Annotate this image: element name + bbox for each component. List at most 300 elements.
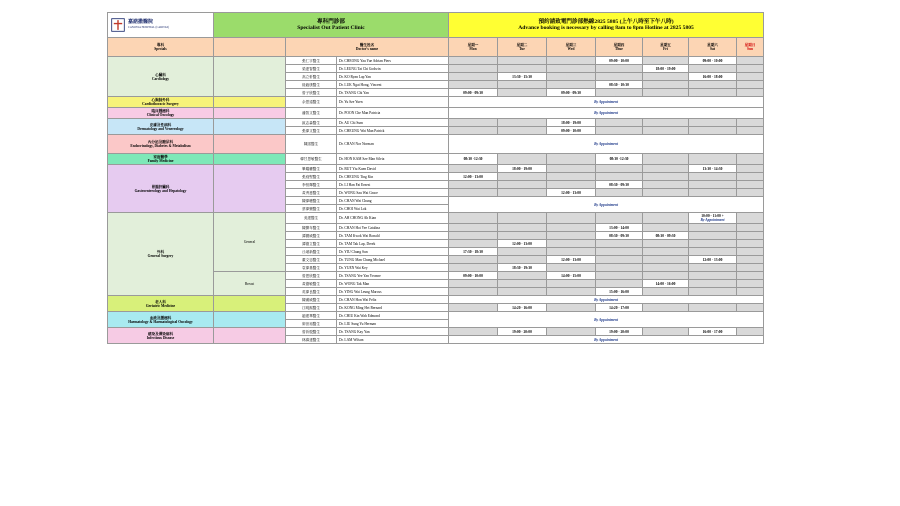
doctor-name-cn: 譚國威醫生 <box>286 232 337 240</box>
time-slot-sun <box>737 173 764 181</box>
doctor-name-cn: 吳建醫生 <box>286 213 337 224</box>
booking-line-en: Advance booking is necessary by calling 8am to 8pm Hotline at 2825 5805 <box>518 25 694 31</box>
subspecialty-cell <box>214 135 286 154</box>
time-slot-wed <box>547 328 596 336</box>
hospital-name-cn: 嘉諾撒醫院 <box>128 19 154 26</box>
specialty-name-en: Haematology & Haematological Oncology <box>128 319 193 324</box>
time-slot-sat <box>689 248 737 256</box>
doctor-name-en: Dr. WONG Sau Wai Grace <box>337 189 449 197</box>
doctor-name-cn: 林緯達醫生 <box>286 336 337 344</box>
time-slot-text: 14:20 - 17:00 <box>609 305 629 310</box>
time-slot-sun <box>737 127 764 135</box>
time-slot-thur <box>596 264 643 272</box>
time-slot-fri <box>643 65 689 73</box>
time-slot-mon <box>449 248 498 256</box>
time-slot-fri <box>643 248 689 256</box>
time-slot-text: 09:00 - 10:00 <box>463 273 483 278</box>
doctor-name-en: Dr. CHEUNG Wai Man Patrick <box>337 127 449 135</box>
doctor-name-en: Dr. LUK Ngai Hong, Vincent <box>337 81 449 89</box>
time-slot-sun <box>737 213 764 224</box>
time-slot-sat <box>689 328 737 336</box>
time-slot-text: 17:30 - 18:30 <box>463 249 483 254</box>
time-slot-wed <box>547 272 596 280</box>
time-slot-sun <box>737 65 764 73</box>
time-slot-sat <box>689 288 737 296</box>
doctor-name-en: Dr. KONG Ming Hei Bernard <box>337 304 449 312</box>
time-slot-fri <box>643 213 689 224</box>
doctor-name-cn: 陳開年醫生 <box>286 224 337 232</box>
time-slot-tue <box>498 224 547 232</box>
day-header-tue <box>498 38 547 57</box>
time-slot-wed <box>547 165 596 173</box>
time-slot-tue <box>498 232 547 240</box>
doctor-name-en: Dr. YUEN Wai Key <box>337 264 449 272</box>
doctor-name-en: Dr. LI Han Fai Ernest <box>337 181 449 189</box>
time-slot-thur <box>596 73 643 81</box>
day-header-sat <box>689 38 737 57</box>
booking-banner <box>449 13 764 38</box>
doctor-name-en: Dr. CHAN Nor Norman <box>337 135 449 154</box>
specialty-header-en: Specials <box>154 47 167 51</box>
specialty-cell <box>108 213 214 296</box>
time-slot-text: 12:00 - 13:00 <box>561 257 581 262</box>
specialty-name-cn: 內分泌及糖尿科 <box>147 140 174 144</box>
time-slot-sat <box>689 119 737 127</box>
time-slot-wed <box>547 81 596 89</box>
time-slot-sat <box>689 256 737 264</box>
time-slot-sat <box>689 304 737 312</box>
day-header-wed <box>547 38 596 57</box>
time-slot-mon <box>449 272 498 280</box>
time-slot-mon <box>449 264 498 272</box>
time-slot-fri <box>643 264 689 272</box>
time-slot-thur <box>596 119 643 127</box>
time-slot-fri <box>643 173 689 181</box>
doctor-name-cn: 袁偉基醫生 <box>286 264 337 272</box>
time-slot-sat <box>689 165 737 173</box>
time-slot-sat <box>689 89 737 97</box>
time-slot-mon <box>449 328 498 336</box>
doctor-name-cn: 韓甘思敏醫生 <box>286 154 337 165</box>
specialty-name-en: Cardiology <box>151 76 170 81</box>
time-slot-text: 18:00 - 19:00 <box>655 66 676 71</box>
time-slot-thur <box>596 127 643 135</box>
doctor-name-cn: 曾子欣醫生 <box>286 89 337 97</box>
clinic-title-cell <box>214 13 449 38</box>
time-slot-thur <box>596 288 643 296</box>
time-slot-wed <box>547 189 596 197</box>
time-slot-sat <box>689 264 737 272</box>
day-header-cn: 星期三 <box>565 43 577 47</box>
by-appointment-cell: By Appointment <box>449 135 764 154</box>
time-slot-wed <box>547 173 596 181</box>
doctor-name-cn: 江明熙醫生 <box>286 304 337 312</box>
doctor-name-en: Dr. CHAN Hon Wai Felix <box>337 296 449 304</box>
specialty-name-cn: 心臟科 <box>155 72 166 77</box>
doctor-name-en: Dr. AH CHONG Ah Kian <box>337 213 449 224</box>
hospital-logo-cell <box>108 13 214 38</box>
specialty-name-en: Cardiothoracic Surgery <box>142 102 179 106</box>
time-slot-tue <box>498 264 547 272</box>
day-header-en: Wed <box>567 47 575 51</box>
table-row <box>108 312 764 320</box>
time-slot-thur <box>596 280 643 288</box>
time-slot-mon <box>449 127 498 135</box>
time-slot-text: 15:00 - 16:00 <box>609 289 629 294</box>
time-slot-wed <box>547 181 596 189</box>
specialty-name-cn: 臨床腫瘤科 <box>151 109 170 113</box>
time-slot-text: 12:00 - 13:00 <box>702 257 723 262</box>
time-slot-text: 13:30 - 14:30 <box>702 166 723 171</box>
time-slot-sun <box>737 81 764 89</box>
time-slot-thur <box>596 154 643 165</box>
time-slot-text: 09:00 - 10:00 <box>702 58 723 63</box>
time-slot-text: 18:30 - 19:30 <box>512 265 532 270</box>
time-slot-mon <box>449 189 498 197</box>
time-slot-thur <box>596 89 643 97</box>
doctor-name-en: Dr. Yu Sze Yuen <box>337 97 449 108</box>
time-slot-mon <box>449 81 498 89</box>
time-slot-sat <box>689 73 737 81</box>
time-slot-tue <box>498 328 547 336</box>
doctor-name-en: Dr. CHAN Hoi Yee Catalina <box>337 224 449 232</box>
doctor-name-cn: 黃德敏醫生 <box>286 280 337 288</box>
time-slot-thur <box>596 248 643 256</box>
time-slot-thur <box>596 240 643 248</box>
day-header-cn: 星期一 <box>467 43 479 47</box>
time-slot-wed <box>547 213 596 224</box>
time-slot-thur <box>596 65 643 73</box>
time-slot-text: 16:00 - 18:00 <box>702 74 723 79</box>
specialty-cell <box>108 328 214 344</box>
time-slot-sat <box>689 127 737 135</box>
time-slot-sun <box>737 189 764 197</box>
subspecialty-cell <box>214 57 286 97</box>
doctor-name-cn: 張庭堅醫生 <box>286 173 337 181</box>
doctor-name-cn: 陳諾醫生 <box>286 135 337 154</box>
time-slot-fri <box>643 256 689 264</box>
time-slot-text: 19:00 - 20:00 <box>609 329 629 334</box>
by-appointment-cell: By Appointment <box>449 336 764 344</box>
subspecialty-cell <box>214 108 286 119</box>
time-slot-sat <box>689 272 737 280</box>
specialty-name-cn: 胃腸肝臟科 <box>151 184 170 189</box>
specialty-name-en: Geriatric Medicine <box>145 303 176 308</box>
time-slot-text: 08:30 - 09:30 <box>609 233 629 238</box>
time-slot-mon <box>449 256 498 264</box>
time-slot-text: 09:00 - 10:00 <box>561 128 581 133</box>
day-header-sun <box>737 38 764 57</box>
doctor-name-cn: 余思遠醫生 <box>286 97 337 108</box>
doctor-name-en: Dr. CHEUNG Ting Kin <box>337 173 449 181</box>
doctor-name-en: Dr. POON Che Man Patricia <box>337 108 449 119</box>
time-slot-sat <box>689 224 737 232</box>
time-slot-thur <box>596 232 643 240</box>
time-slot-tue <box>498 154 547 165</box>
time-slot-wed <box>547 89 596 97</box>
specialty-cell <box>108 57 214 97</box>
specialty-name-en: Dermatology and Venereology <box>137 126 184 131</box>
time-slot-tue <box>498 213 547 224</box>
time-slot-text: 12:00 - 13:00 <box>561 190 581 195</box>
time-slot-mon <box>449 224 498 232</box>
time-slot-thur <box>596 256 643 264</box>
time-slot-text: 08:30 - 09:30 <box>655 233 676 238</box>
specialty-name-en: Endocrinology, Diabetes & Metabolism <box>130 144 191 148</box>
time-slot-sun <box>737 248 764 256</box>
time-slot-sun <box>737 240 764 248</box>
day-header-cn: 星期五 <box>660 43 671 47</box>
time-slot-text: 18:00 - 19:00 <box>561 120 581 125</box>
time-slot-text: 08:30 - 10:30 <box>609 82 629 87</box>
doctor-name-cn: 黃秀惠醫生 <box>286 189 337 197</box>
time-slot-sun <box>737 272 764 280</box>
time-slot-mon <box>449 165 498 173</box>
time-slot-sun <box>737 165 764 173</box>
time-slot-mon <box>449 304 498 312</box>
specialty-name-en: Clinical Oncology <box>146 113 175 117</box>
doctor-name-en: Dr. CHEONG Yau Yue Adrian Piers <box>337 57 449 65</box>
doctor-name-en: Dr. TSANG Chi Yan <box>337 89 449 97</box>
subspecialty-cell <box>214 296 286 312</box>
time-slot-text: 14:00 - 16:00 <box>655 281 676 286</box>
time-slot-thur <box>596 224 643 232</box>
sat-appointment-note: By Appointment <box>700 218 725 222</box>
time-slot-thur <box>596 272 643 280</box>
time-slot-sat <box>689 213 737 224</box>
by-appointment-cell: By Appointment <box>449 296 764 304</box>
subspecialty-cell <box>214 119 286 135</box>
time-slot-wed <box>547 57 596 65</box>
time-slot-fri <box>643 119 689 127</box>
time-slot-mon <box>449 73 498 81</box>
specialty-cell <box>108 312 214 328</box>
doctor-name-cn: 張偉文醫生 <box>286 127 337 135</box>
time-slot-text: 13:30 - 15:30 <box>512 74 532 79</box>
doctor-name-en: Dr. TAM Kwok Wai Ronald <box>337 232 449 240</box>
time-slot-sat <box>689 240 737 248</box>
time-slot-sun <box>737 232 764 240</box>
time-slot-wed <box>547 232 596 240</box>
time-slot-mon <box>449 280 498 288</box>
time-slot-text: 08:30 -12:30 <box>463 157 483 161</box>
time-slot-fri <box>643 81 689 89</box>
doctor-name-en: Dr. LAM Wilson <box>337 336 449 344</box>
time-slot-sun <box>737 57 764 65</box>
time-slot-sun <box>737 256 764 264</box>
time-slot-tue <box>498 256 547 264</box>
time-slot-text: 08:30 -12:30 <box>609 157 629 161</box>
time-slot-tue <box>498 165 547 173</box>
time-slot-thur <box>596 213 643 224</box>
time-slot-tue <box>498 127 547 135</box>
doctor-name-en: Dr. WONG Tak Man <box>337 280 449 288</box>
doctor-name-cn: 陳偉聰醫生 <box>286 197 337 205</box>
clinic-title-en: Specialist Out Patient Clinic <box>297 25 365 31</box>
specialty-cell <box>108 135 214 154</box>
table-row <box>108 97 764 108</box>
time-slot-text: 09:00 - 09:30 <box>463 90 483 95</box>
time-slot-sun <box>737 73 764 81</box>
doctor-name-cn: 英偉良醫生 <box>286 288 337 296</box>
time-slot-sun <box>737 328 764 336</box>
time-slot-sat <box>689 181 737 189</box>
subspecialty-cell <box>214 97 286 108</box>
time-slot-tue <box>498 304 547 312</box>
time-slot-mon <box>449 119 498 127</box>
subspecialty-general: General <box>214 213 286 272</box>
day-header-en: Thur <box>615 47 623 51</box>
time-slot-mon <box>449 240 498 248</box>
day-header-thur <box>596 38 643 57</box>
time-slot-text: 08:30 - 09:30 <box>609 182 629 187</box>
subspecialty-cell <box>214 165 286 213</box>
specialty-cell <box>108 154 214 165</box>
day-header-mon <box>449 38 498 57</box>
time-slot-thur <box>596 57 643 65</box>
time-slot-wed <box>547 127 596 135</box>
subspecialty-cell <box>214 154 286 165</box>
time-slot-fri <box>643 304 689 312</box>
time-slot-wed <box>547 264 596 272</box>
day-header-fri <box>643 38 689 57</box>
schedule-table <box>107 12 764 344</box>
time-slot-sun <box>737 288 764 296</box>
specialty-name-en: General Surgery <box>147 254 174 258</box>
time-slot-thur <box>596 165 643 173</box>
time-slot-mon <box>449 288 498 296</box>
time-slot-tue <box>498 119 547 127</box>
time-slot-mon <box>449 89 498 97</box>
time-slot-text: 19:00 - 20:00 <box>512 329 532 334</box>
time-slot-mon <box>449 213 498 224</box>
time-slot-tue <box>498 240 547 248</box>
doctor-name-en: Dr. LIU Sung Yu Herman <box>337 320 449 328</box>
doctor-name-cn: 梁達智醫生 <box>286 65 337 73</box>
time-slot-wed <box>547 248 596 256</box>
time-slot-sun <box>737 119 764 127</box>
time-slot-fri <box>643 181 689 189</box>
time-slot-wed <box>547 256 596 264</box>
time-slot-mon <box>449 173 498 181</box>
time-slot-mon <box>449 57 498 65</box>
time-slot-tue <box>498 280 547 288</box>
doctor-name-en: Dr. CHIU Kin Wah Edmond <box>337 312 449 320</box>
time-slot-thur <box>596 304 643 312</box>
time-slot-wed <box>547 288 596 296</box>
time-slot-tue <box>498 189 547 197</box>
time-slot-sun <box>737 224 764 232</box>
time-slot-text: 10:00 - 11:00 + <box>701 214 724 218</box>
time-slot-wed <box>547 240 596 248</box>
doctor-name-cn: 曾祈殷醫生 <box>286 328 337 336</box>
time-slot-text: 12:00 - 13:00 <box>463 174 483 179</box>
subspecialty-breast: Breast <box>214 272 286 296</box>
time-slot-wed <box>547 73 596 81</box>
specialty-cell <box>108 97 214 108</box>
doctor-name-en: Dr. KO Ryan Lap Yan <box>337 73 449 81</box>
time-slot-fri <box>643 328 689 336</box>
time-slot-tue <box>498 272 547 280</box>
by-appointment-cell: By Appointment <box>449 197 764 213</box>
doctor-name-en: Dr. TUNG Man Chung Michael <box>337 256 449 264</box>
by-appointment-cell: By Appointment <box>449 312 764 328</box>
specialty-cell <box>108 165 214 213</box>
time-slot-sun <box>737 280 764 288</box>
hospital-logo <box>109 16 212 34</box>
specialty-name-cn: 心胸肺外科 <box>151 98 170 102</box>
specialty-name-en: Gastroenterology and Hepatology <box>134 188 187 193</box>
specialty-name-en: Infectious Disease <box>146 335 175 340</box>
clinic-title-cn: 專科門診部 <box>317 18 345 25</box>
time-slot-tue <box>498 181 547 189</box>
table-row <box>108 328 764 336</box>
time-slot-fri <box>643 57 689 65</box>
time-slot-sun <box>737 304 764 312</box>
specialty-cell <box>108 108 214 119</box>
doctor-name-cn: 曾恩欣醫生 <box>286 272 337 280</box>
doctor-name-cn: 區志森醫生 <box>286 119 337 127</box>
time-slot-tue <box>498 65 547 73</box>
doctor-name-cn: 陳漢威醫生 <box>286 296 337 304</box>
doctor-name-cn: 蔡偉樂醫生 <box>286 205 337 213</box>
time-slot-fri <box>643 272 689 280</box>
table-row <box>108 213 764 224</box>
day-header-en: Sat <box>710 47 715 51</box>
doctor-name-en: Dr. CHAN Wai Chung <box>337 197 449 205</box>
day-header-cn: 星期二 <box>516 43 528 47</box>
specialty-name-en: Family Medicine <box>147 159 174 163</box>
doctor-name-en: Dr. TSANG Yee Yan Yvonne <box>337 272 449 280</box>
table-row <box>108 154 764 165</box>
day-header-en: Sun <box>747 47 754 51</box>
time-slot-sun <box>737 264 764 272</box>
time-slot-text: 16:00 - 17:00 <box>702 329 723 334</box>
time-slot-sat <box>689 65 737 73</box>
time-slot-sun <box>737 181 764 189</box>
time-slot-sat <box>689 189 737 197</box>
time-slot-wed <box>547 304 596 312</box>
by-appointment-cell: By Appointment <box>449 97 764 108</box>
time-slot-sat <box>689 280 737 288</box>
time-slot-text: 09:00 - 10:00 <box>609 58 629 63</box>
time-slot-fri <box>643 232 689 240</box>
time-slot-sat <box>689 154 737 165</box>
doctor-name-en: Dr. TSANG Kay Yan <box>337 328 449 336</box>
day-header-en: Tue <box>519 47 525 51</box>
time-slot-tue <box>498 81 547 89</box>
specialty-name-cn: 感染及傳染病科 <box>147 331 174 336</box>
day-header-en: Mon <box>469 47 477 51</box>
specialty-column-header <box>108 38 214 57</box>
specialty-cell <box>108 296 214 312</box>
time-slot-wed <box>547 224 596 232</box>
subspecialty-column-header <box>214 38 286 57</box>
time-slot-fri <box>643 224 689 232</box>
table-row <box>108 108 764 119</box>
time-slot-thur <box>596 189 643 197</box>
hospital-name-en: CANOSSA HOSPITAL (CARITAS) <box>128 25 170 29</box>
doctor-name-en: Dr. YING Wai Leung Marcus <box>337 288 449 296</box>
day-header-en: Fri <box>663 47 668 51</box>
time-slot-fri <box>643 154 689 165</box>
subspecialty-cell <box>214 328 286 344</box>
time-slot-mon <box>449 154 498 165</box>
time-slot-text: 14:20 - 16:00 <box>512 305 532 310</box>
table-row <box>108 296 764 304</box>
doctor-column-header <box>286 38 449 57</box>
time-slot-sun <box>737 154 764 165</box>
